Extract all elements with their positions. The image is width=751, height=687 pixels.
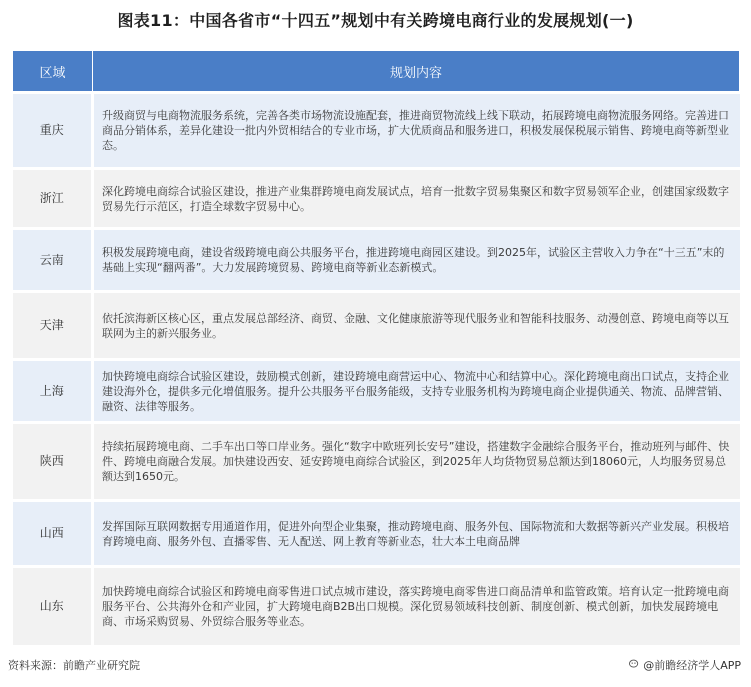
region-cell: 重庆: [13, 93, 93, 169]
source-note: 资料来源：前瞻产业研究院: [8, 659, 140, 672]
brand-text: @前瞻经济学人APP: [643, 659, 741, 672]
table-row: [13, 360, 740, 423]
content-cell: 深化跨境电商综合试验区建设，推进产业集群跨境电商发展试点，培育一批数字贸易集聚区和数字贸易领军企业，创建国家级数字贸易先行示范区，打造全球数字贸易中心。: [93, 169, 740, 229]
table-row: [13, 423, 740, 501]
table-row: [13, 229, 740, 292]
content-cell: 升级商贸与电商物流服务系统，完善各类市场物流设施配套，推进商贸物流线上线下联动，拓展跨境电商物流服务网络。完善进口商品分销体系，差异化建设一批内外贸相结合的专业市场，扩大优质商品和服务进口，积极发展保税展示销售、跨境电商等新型业态。: [93, 93, 740, 169]
region-cell: 浙江: [13, 169, 93, 229]
content-cell: 持续拓展跨境电商、二手车出口等口岸业务。强化“数字中欧班列长安号”建设，搭建数字金融综合服务平台，推动班列与邮件、快件、跨境电商融合发展。加快建设西安、延安跨境电商综合试验区，到2025年人均货物贸易总额达到18060元，人均服务贸易总额达到1650元。: [93, 423, 740, 501]
table-row: [13, 501, 740, 567]
region-cell: 天津: [13, 292, 93, 360]
table-row: [13, 169, 740, 229]
content-cell: 加快跨境电商综合试验区和跨境电商零售进口试点城市建设，落实跨境电商零售进口商品清单和监管政策。培育认定一批跨境电商服务平台、公共海外仓和产业园，扩大跨境电商B2B出口规模。深化贸易领域科技创新、制度创新、模式创新，加快发展跨境电商、市场采购贸易、外贸综合服务等业态。: [93, 567, 740, 647]
table-row: [13, 93, 740, 169]
wechat-icon: [629, 659, 640, 670]
content-cell: 积极发展跨境电商，建设省级跨境电商公共服务平台，推进跨境电商园区建设。到2025年，试验区主营收入力争在“十三五”末的基础上实现“翻两番”。大力发展跨境贸易、跨境电商等新业态新模式。: [93, 229, 740, 292]
brand-credit: [629, 657, 741, 673]
table-row: [13, 567, 740, 647]
region-cell: 山东: [13, 567, 93, 647]
region-cell: 山西: [13, 501, 93, 567]
content-cell: 加快跨境电商综合试验区建设，鼓励模式创新，建设跨境电商营运中心、物流中心和结算中心。深化跨境电商出口试点，支持企业建设海外仓，提供多元化增值服务。提升公共服务平台服务能级，支持专业服务机构为跨境电商企业提供通关、物流、品牌营销、融资、法律等服务。: [93, 360, 740, 423]
content-cell: 发挥国际互联网数据专用通道作用，促进外向型企业集聚，推动跨境电商、服务外包、国际物流和大数据等新兴产业发展。积极培育跨境电商、服务外包、直播零售、无人配送、网上教育等新业态，壮大本土电商品牌: [93, 501, 740, 567]
planning-table: [12, 50, 740, 648]
table-row: [13, 292, 740, 360]
region-cell: 陕西: [13, 423, 93, 501]
region-cell: 上海: [13, 360, 93, 423]
column-header-region: 区域: [13, 51, 93, 93]
table-header-row: [13, 51, 740, 93]
region-cell: 云南: [13, 229, 93, 292]
column-header-content: 规划内容: [93, 51, 740, 93]
page-title: 图表11：中国各省市“十四五”规划中有关跨境电商行业的发展规划(一): [117, 11, 634, 30]
content-cell: 依托滨海新区核心区，重点发展总部经济、商贸、金融、文化健康旅游等现代服务业和智能科技服务、动漫创意、跨境电商等以互联网为主的新兴服务业。: [93, 292, 740, 360]
